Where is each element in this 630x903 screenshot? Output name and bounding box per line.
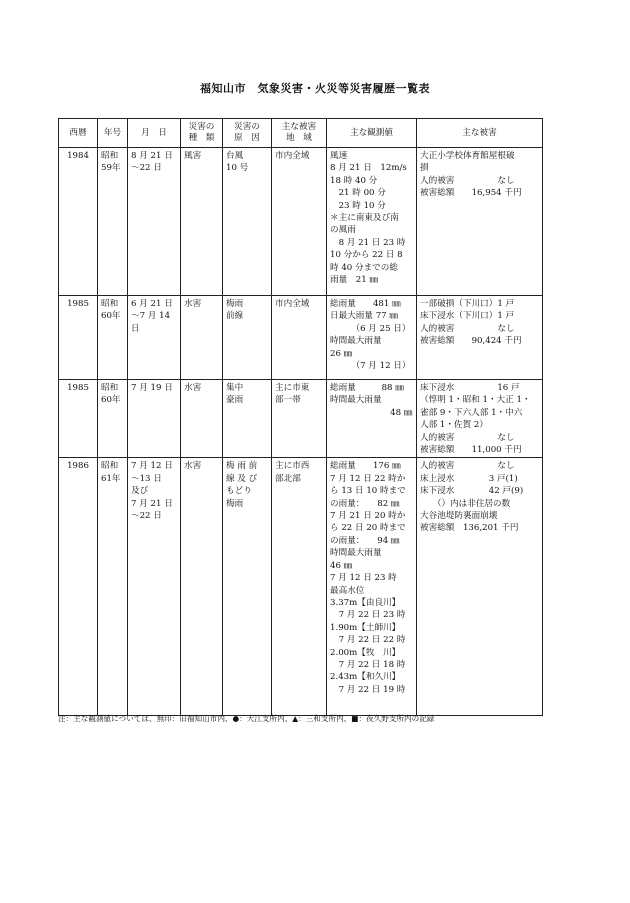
observations-line: 7 月 21 日 20 時か bbox=[330, 511, 406, 522]
observations-line: 10 分から 22 日 8 bbox=[330, 250, 403, 261]
area-cell bbox=[272, 148, 327, 296]
observations-cell bbox=[327, 148, 417, 296]
area-cell-text: 主に市東 部一帯 bbox=[275, 383, 310, 406]
damage-line: 床上浸水 3 戸(1) bbox=[420, 473, 518, 484]
header-year bbox=[59, 119, 98, 148]
observations-line: 7 月 22 日 19 時 bbox=[330, 684, 406, 695]
observations-line: 時間最大雨量 bbox=[330, 548, 382, 559]
header-row bbox=[59, 119, 543, 148]
year-cell-text: 1986 bbox=[67, 461, 89, 472]
date-cell-text: 8 月 21 日 〜22 日 bbox=[131, 151, 173, 174]
year-cell bbox=[59, 458, 98, 716]
observations-line: 雨量 21 ㎜ bbox=[330, 275, 379, 286]
header-year-label: 西暦 bbox=[69, 127, 87, 138]
table-row bbox=[59, 458, 543, 716]
observations-line: （7 月 12 日） bbox=[330, 361, 411, 372]
cause-cell-text: 梅 雨 前 線 及 び もどり 梅雨 bbox=[226, 461, 258, 509]
era-cell bbox=[98, 148, 128, 296]
header-cause bbox=[223, 119, 272, 148]
cause-cell bbox=[223, 148, 272, 296]
header-observations bbox=[327, 119, 417, 148]
damage-line: 被害総額 90,424 千円 bbox=[420, 336, 522, 347]
table-row bbox=[59, 148, 543, 296]
damage-line: 大谷池堤防裏面崩壊 bbox=[420, 511, 498, 522]
damage-line: 床下浸水 16 戸 bbox=[420, 383, 520, 393]
area-cell bbox=[272, 380, 327, 458]
cause-cell bbox=[223, 296, 272, 380]
header-damage-label: 主な被害 bbox=[462, 127, 497, 138]
damage-line: 床下浸水 42 戸(9) bbox=[420, 486, 524, 497]
header-type-label: 災害の 種 類 bbox=[188, 122, 215, 143]
observations-line: の雨量： 82 ㎜ bbox=[330, 498, 400, 509]
observations-line: 日最大雨量 77 ㎜ bbox=[330, 311, 398, 322]
observations-line: 総雨量 88 ㎜ bbox=[330, 383, 404, 393]
date-cell bbox=[128, 458, 181, 716]
era-cell-text: 昭和 61年 bbox=[101, 461, 121, 484]
cause-cell-text: 集中 豪雨 bbox=[226, 383, 244, 406]
type-cell bbox=[181, 296, 223, 380]
damage-line: 損 bbox=[420, 163, 429, 174]
header-date bbox=[128, 119, 181, 148]
observations-line: 3.37m【由良川】 bbox=[330, 597, 401, 608]
area-cell bbox=[272, 458, 327, 716]
header-cause-label: 災害の 原 因 bbox=[234, 122, 260, 143]
area-cell bbox=[272, 296, 327, 380]
observations-line: 7 月 22 日 23 時 bbox=[330, 610, 406, 621]
header-area bbox=[272, 119, 327, 148]
year-cell bbox=[59, 380, 98, 458]
observations-line: の雨量： 94 ㎜ bbox=[330, 535, 400, 546]
damage-line: 被害総額 16,954 千円 bbox=[420, 188, 522, 199]
type-cell-text: 水害 bbox=[184, 299, 202, 309]
type-cell bbox=[181, 380, 223, 458]
damage-cell bbox=[417, 148, 543, 296]
area-cell-text: 主に市西 部北部 bbox=[275, 461, 310, 484]
cause-cell-text: 台風 10 号 bbox=[226, 151, 249, 174]
header-era-label: 年号 bbox=[103, 127, 122, 138]
year-cell-text: 1984 bbox=[67, 151, 89, 161]
year-cell-text: 1985 bbox=[67, 383, 89, 393]
header-date-label: 月 日 bbox=[141, 127, 167, 138]
date-cell bbox=[128, 296, 181, 380]
era-cell-text: 昭和 59年 bbox=[101, 151, 121, 174]
observations-line: 時間最大雨量 bbox=[330, 395, 382, 406]
cause-cell bbox=[223, 380, 272, 458]
header-observations-label: 主な観測値 bbox=[350, 127, 393, 138]
observations-line: ら 22 日 20 時まで bbox=[330, 523, 406, 534]
header-damage bbox=[417, 119, 543, 148]
year-cell bbox=[59, 296, 98, 380]
cause-cell-text: 梅雨 前線 bbox=[226, 299, 244, 322]
observations-line: （6 月 25 日） bbox=[330, 323, 411, 334]
observations-line: 18 時 40 分 bbox=[330, 175, 378, 186]
era-cell bbox=[98, 458, 128, 716]
observations-line: 7 月 12 日 23 時 bbox=[330, 573, 397, 584]
damage-cell bbox=[417, 380, 543, 458]
observations-line: 2.00m【牧 川】 bbox=[330, 647, 401, 658]
observations-line: 総雨量 481 ㎜ bbox=[330, 299, 401, 309]
observations-line: 1.90m【土師川】 bbox=[330, 622, 401, 633]
date-cell bbox=[128, 148, 181, 296]
damage-line: 被害総額 11,000 千円 bbox=[420, 445, 522, 456]
header-type bbox=[181, 119, 223, 148]
table-row bbox=[59, 296, 543, 380]
observations-line: 7 月 22 日 18 時 bbox=[330, 659, 406, 670]
observations-line: ら 13 日 10 時まで bbox=[330, 486, 406, 497]
disaster-history-table bbox=[58, 118, 543, 716]
era-cell bbox=[98, 380, 128, 458]
damage-line: 人部 1・佐賀 2） bbox=[420, 420, 488, 431]
era-cell-text: 昭和 60年 bbox=[101, 299, 121, 322]
type-cell-text: 風害 bbox=[184, 151, 202, 161]
observations-line: 7 月 22 日 22 時 bbox=[330, 635, 406, 646]
type-cell bbox=[181, 148, 223, 296]
observations-line: 8 月 21 日 12m/s bbox=[330, 163, 407, 174]
table-header bbox=[59, 119, 543, 148]
observations-cell bbox=[327, 380, 417, 458]
damage-line: 大正小学校体育館屋根破 bbox=[420, 151, 515, 161]
area-cell-text: 市内全域 bbox=[275, 151, 310, 161]
observations-line: 8 月 21 日 23 時 bbox=[330, 237, 406, 248]
type-cell-text: 水害 bbox=[184, 383, 202, 393]
table-row bbox=[59, 380, 543, 458]
damage-cell bbox=[417, 296, 543, 380]
date-cell-text: 7 月 12 日 〜13 日 及び 7 月 21 日 〜22 日 bbox=[131, 461, 173, 522]
page-title: 福知山市 気象災害・火災等災害履歴一覧表 bbox=[200, 82, 430, 95]
observations-line: ＊主に南東及び南 bbox=[330, 213, 399, 224]
observations-line: 総雨量 176 ㎜ bbox=[330, 461, 401, 472]
damage-line: 人的被害 なし bbox=[420, 461, 515, 472]
era-cell-text: 昭和 60年 bbox=[101, 383, 121, 406]
damage-line: 一部破損（下川口）1 戸 bbox=[420, 299, 515, 309]
area-cell-text: 市内全域 bbox=[275, 299, 310, 309]
damage-line: 床下浸水（下川口）1 戸 bbox=[420, 311, 515, 322]
header-area-label: 主な被害 地 域 bbox=[281, 122, 317, 143]
damage-cell bbox=[417, 458, 543, 716]
observations-line: 46 ㎜ bbox=[330, 560, 353, 571]
year-cell-text: 1985 bbox=[67, 299, 89, 309]
table-body bbox=[59, 148, 543, 716]
header-era bbox=[98, 119, 128, 148]
observations-line: 風速 bbox=[330, 151, 348, 161]
damage-line: （惇明 1・昭和 1・大正 1・ bbox=[420, 395, 531, 406]
damage-line: 人的被害 なし bbox=[420, 432, 515, 443]
damage-line: 人的被害 なし bbox=[420, 175, 515, 186]
damage-line: 人的被害 なし bbox=[420, 323, 515, 334]
date-cell-text: 7 月 19 日 bbox=[131, 383, 173, 393]
damage-line: 被害総額 136,201 千円 bbox=[420, 523, 519, 534]
date-cell bbox=[128, 380, 181, 458]
observations-cell bbox=[327, 458, 417, 716]
type-cell-text: 水害 bbox=[184, 461, 202, 472]
observations-cell bbox=[327, 296, 417, 380]
observations-line: 2.43m【和久川】 bbox=[330, 672, 401, 683]
observations-line: 48 ㎜ bbox=[330, 407, 413, 418]
type-cell bbox=[181, 458, 223, 716]
footnote: 注：主な観測値については、無印：旧福知山市内、●：大江支所内、▲：三和支所内、■：夜久野支所内の記録 bbox=[58, 714, 435, 723]
date-cell-text: 6 月 21 日 〜7 月 14 日 bbox=[131, 299, 173, 334]
observations-line: 時 40 分までの総 bbox=[330, 262, 398, 273]
observations-line: 最高水位 bbox=[330, 585, 365, 596]
observations-line: 26 ㎜ bbox=[330, 348, 353, 359]
observations-line: 時間最大雨量 bbox=[330, 336, 382, 347]
observations-line: の風雨 bbox=[330, 225, 356, 236]
damage-line: （）内は非住居の数 bbox=[420, 498, 511, 509]
damage-line: 雀部 9・下六人部 1・中六 bbox=[420, 407, 523, 418]
era-cell bbox=[98, 296, 128, 380]
observations-line: 21 時 00 分 bbox=[330, 188, 386, 199]
observations-line: 7 月 12 日 22 時か bbox=[330, 473, 406, 484]
cause-cell bbox=[223, 458, 272, 716]
year-cell bbox=[59, 148, 98, 296]
observations-line: 23 時 10 分 bbox=[330, 200, 386, 211]
